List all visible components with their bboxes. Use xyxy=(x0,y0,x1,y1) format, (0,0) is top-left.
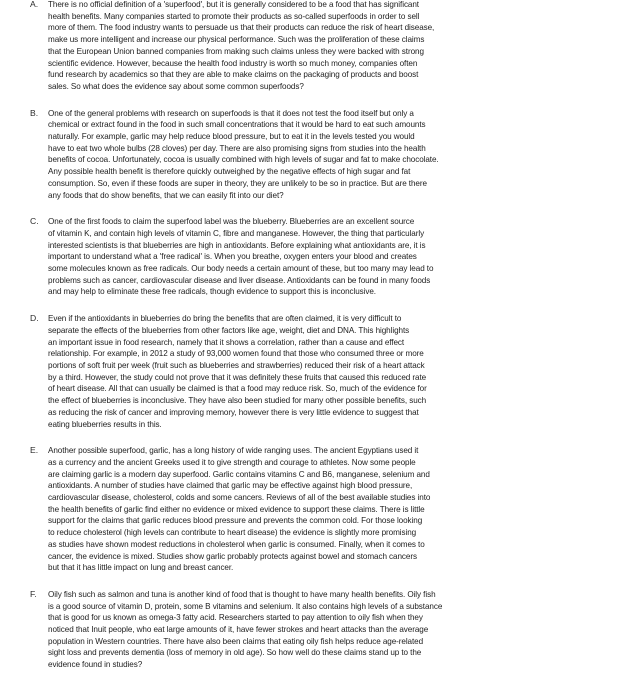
paragraph-text: Oily fish such as salmon and tuna is another kind of food that is thought to have many health benefits. Oily fish is a good source of vitamin D, protein, some B vitamins and selenium. It also contains high levels of a substance that is good for us known as omega-3 fatty acid. Researchers started to pay attention to oily fish when they noticed that Inuit people, who eat large amounts of it, have fewer strokes and heart attacks than the average population in Western countries. There have also been claims that eating oily fish helps reduce age-related sight loss and prevents dementia (loss of memory in old age). So how well do these claims stand up to the evidence found in studies? xyxy=(48,589,443,670)
paragraph-letter: C. xyxy=(30,216,39,227)
paragraph-letter: F. xyxy=(30,588,37,599)
paragraph-c xyxy=(30,216,614,298)
paragraph-letter: E. xyxy=(30,445,39,456)
paragraph-letter: A. xyxy=(30,0,39,9)
paragraph-text: Even if the antioxidants in blueberries do bring the benefits that are often claimed, it is very difficult to separate the effects of the blueberries from other factors like age, weight, diet and DNA. This highlights an important issue in food research, namely that it shows a correlation, rather than a cause and effect relationship. For example, in 2012 a study of 93,000 women found that those who consumed three or more portions of soft fruit per week (fruit such as blueberries and strawberries) reduced their risk of a heart attack by a third. However, the study could not prove that it was definitely these fruits that caused this reduced rate of heart disease. All that can usually be claimed is that a food may reduce risk. So, much of the evidence for the effect of blueberries is inconclusive. They have also been studied for many other possible benefits, such as reducing the risk of cancer and improving memory, however there is very little evidence to suggest that eating blueberries results in this. xyxy=(48,314,427,429)
paragraph-a xyxy=(30,0,614,93)
paragraph-text: One of the general problems with research on superfoods is that it does not test the food itself but only a chemical or extract found in the food in such small concentrations that it would be hard to eat such amounts naturally. For example, garlic may help reduce blood pressure, but to eat it in the levels tested you would have to eat two whole bulbs (28 cloves) per day. There are also promising signs from studies into the health benefits of cocoa. Unfortunately, cocoa is usually combined with high levels of sugar and fat to make chocolate. Any possible health benefit is therefore quickly outweighed by the negative effects of high sugar and fat consumption. So, even if these foods are super in theory, they are unlikely to be so in practice. But are there any foods that do show benefits, that we can easily fit into our diet? xyxy=(48,108,439,200)
paragraph-text: Another possible superfood, garlic, has a long history of wide ranging uses. The ancient Egyptians used it as a currency and the ancient Greeks used it to give strength and courage to athletes. Now some people are claiming garlic is a modern day superfood. Garlic contains vitamins C and B6, manganese, selenium and antioxidants. A number of studies have claimed that garlic may be effective against high blood pressure, cardiovascular disease, cholesterol, colds and some cancers. Reviews of all of the best available studies into the health benefits of garlic find either no evidence or mixed evidence to support these claims. There is little support for the claims that garlic reduces blood pressure and prevents the common cold. For those looking to reduce cholesterol (high levels can contribute to heart disease) the evidence is slightly more promising as studies have shown modest reductions in cholesterol when garlic is consumed. Finally, when it comes to cancer, the evidence is mixed. Studies show garlic probably protects against bowel and stomach cancers but that it has little impact on lung and breast cancer. xyxy=(48,446,431,573)
paragraph-d xyxy=(30,313,614,430)
paragraph-b xyxy=(30,107,614,202)
paragraph-text: There is no official definition of a 'superfood', but it is generally considered to be a food that has significant health benefits. Many companies started to promote their products as so-called superfoods in order to sell more of them. The food industry wants to persuade us that their products can reduce the risk of heart disease, make us more intelligent and increase our physical performance. Such was the proliferation of these claims that the European Union banned companies from making such claims unless they were backed with strong scientific evidence. However, because the health food industry is worth so much money, companies often fund research by academics so that they are able to make claims on the packaging of products and boost sales. So what does the evidence say about some common superfoods? xyxy=(48,0,435,91)
paragraph-letter: B. xyxy=(30,107,39,118)
paragraph-text: One of the first foods to claim the superfood label was the blueberry. Blueberries are an excellent source of vitamin K, and contain high levels of vitamin C, fibre and manganese. However, the thing that particularly interested scientists is that blueberries are high in antioxidants. Before explaining what antioxidants are, it is important to understand what a 'free radical' is. When you breathe, oxygen enters your blood and creates some molecules known as free radicals. Our body needs a certain amount of these, but too many may lead to problems such as cancer, cardiovascular disease and liver disease. Antioxidants can be found in many foods and may help to eliminate these free radicals, though evidence to support this is inconclusive. xyxy=(48,217,434,297)
paragraph-f xyxy=(30,588,614,671)
paragraph-letter: D. xyxy=(30,313,39,324)
paragraph-e xyxy=(30,445,614,574)
